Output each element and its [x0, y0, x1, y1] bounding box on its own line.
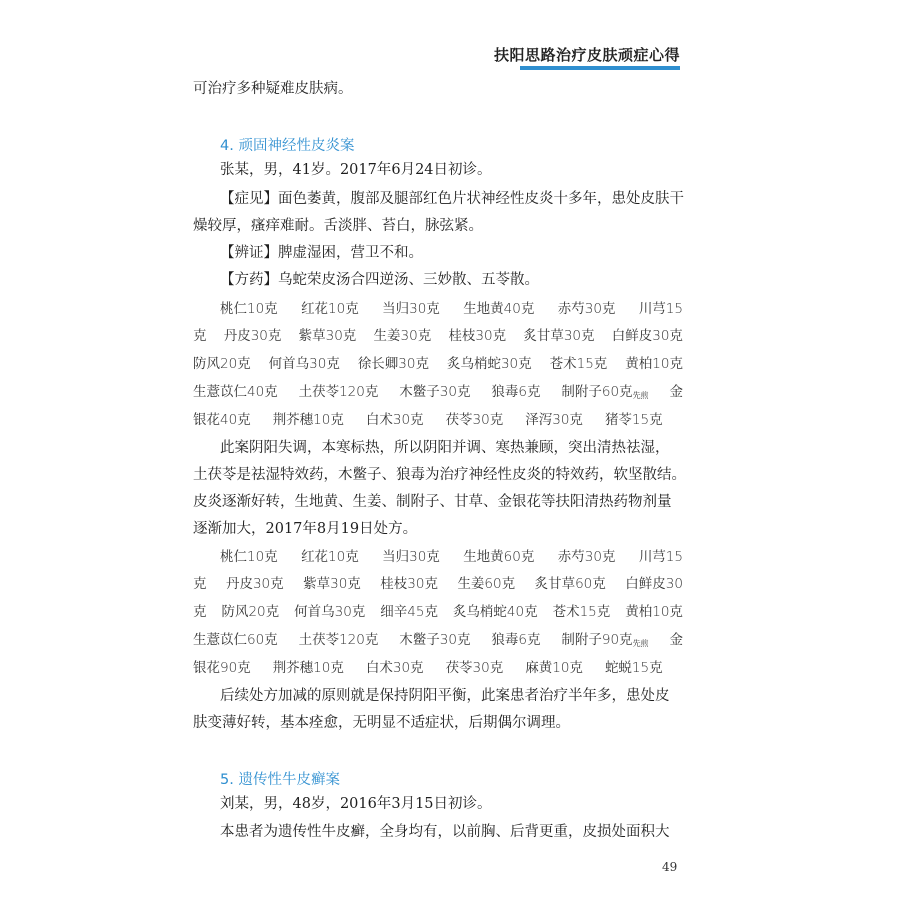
herb-item-with-note: [561, 630, 648, 654]
analysis-line-1: 此案阴阳失调，本寒标热，所以阴阳并调、寒热兼顾，突出清热祛湿，: [220, 440, 670, 456]
herb-item: 生姜30克: [373, 328, 432, 344]
analysis-line-4: 逐渐加大，2017年8月19日处方。: [193, 521, 418, 537]
herb-item: 桃仁10克: [220, 301, 278, 317]
herb-item: 生地黄60克: [463, 549, 535, 565]
herb-item: 苍术15克: [552, 604, 611, 620]
herb-item: 红花10克: [301, 301, 359, 317]
prefry-note: 先煎: [632, 639, 649, 648]
followup-line-1: 后续处方加减的原则就是保持阴阳平衡，此案患者治疗半年多，患处皮: [220, 688, 670, 704]
herb-list-2-line-3: [193, 602, 683, 622]
herb-item: 桂枝30克: [380, 576, 438, 592]
herb-item: 麻黄10克: [525, 660, 583, 676]
herb-item: 泽泻30克: [525, 412, 583, 428]
herb-item-with-note: [561, 382, 648, 406]
herb-item: 紫草30克: [303, 576, 361, 592]
herb-item: 荆芥穗10克: [272, 660, 344, 676]
herb-item: 银花40克: [193, 412, 251, 428]
herb-item: 白鲜皮30: [625, 576, 683, 592]
herb-item: 土茯苓120克: [298, 632, 379, 648]
herb-item: 川芎15: [638, 549, 683, 565]
herb-item: 白鲜皮30克: [611, 328, 683, 344]
herb-item: 紫草30克: [298, 328, 357, 344]
herb-list-2-line-4: [193, 630, 683, 654]
herb-item: 狼毒6克: [491, 384, 541, 400]
intro-line: 可治疗多种疑难皮肤病。: [193, 81, 353, 97]
herb-item: 蛇蜕15克: [604, 660, 663, 676]
herb-item: 川芎15: [638, 301, 683, 317]
herb-item: 细辛45克: [380, 604, 438, 620]
case4-diagnosis: 【辨证】脾虚湿困，营卫不和。: [220, 245, 423, 261]
herb-item: 制附子60克: [561, 384, 633, 400]
herb-item: 土茯苓120克: [298, 384, 379, 400]
herb-item: 桃仁10克: [220, 549, 278, 565]
herb-list-1-line-5: [193, 410, 683, 430]
herb-list-1-line-1: [220, 299, 683, 319]
herb-item: 木鳖子30克: [399, 384, 471, 400]
herb-item: 生薏苡仁60克: [193, 632, 278, 648]
herb-item: 何首乌30克: [268, 356, 340, 372]
herb-item: 生姜60克: [457, 576, 516, 592]
herb-list-2-line-2: [193, 574, 683, 594]
herb-item: 炙甘草60克: [534, 576, 606, 592]
herb-item: 赤芍30克: [557, 549, 616, 565]
herb-item: 生薏苡仁40克: [193, 384, 278, 400]
herb-item: 炙乌梢蛇40克: [452, 604, 538, 620]
case4-heading: 4. 顽固神经性皮炎案: [220, 138, 355, 154]
herb-item: 丹皮30克: [225, 576, 284, 592]
herb-item: 白术30克: [365, 412, 424, 428]
page-number: 49: [662, 860, 678, 874]
herb-item: 木鳖子30克: [399, 632, 471, 648]
herb-item: 防风20克: [193, 356, 251, 372]
herb-item: 苍术15克: [549, 356, 608, 372]
herb-item: 制附子90克: [561, 632, 633, 648]
herb-item: 生地黄40克: [463, 301, 535, 317]
herb-list-2-line-5: [193, 658, 683, 678]
herb-item: 红花10克: [301, 549, 359, 565]
header-accent-rule: [520, 66, 680, 70]
followup-line-2: 肤变薄好转，基本痊愈，无明显不适症状，后期偶尔调理。: [193, 715, 570, 731]
case5-description: 本患者为遗传性牛皮癣，全身均有，以前胸、后背更重，皮损处面积大: [220, 824, 670, 840]
herb-item: 白术30克: [365, 660, 424, 676]
herb-item: 何首乌30克: [294, 604, 366, 620]
herb-item: 徐长卿30克: [357, 356, 429, 372]
herb-list-1-line-4: [193, 382, 683, 406]
herb-item: 黄柏10克: [625, 604, 683, 620]
herb-item: 克: [193, 328, 207, 344]
case4-patient: 张某，男，41岁。2017年6月24日初诊。: [220, 162, 492, 178]
running-header-title: 扶阳思路治疗皮肤顽症心得: [493, 46, 680, 64]
analysis-line-3: 皮炎逐渐好转，生地黄、生姜、制附子、甘草、金银花等扶阳清热药物剂量: [193, 494, 672, 510]
herb-list-2-line-1: [220, 547, 683, 567]
herb-item: 防风20克: [221, 604, 280, 620]
herb-item: 金: [669, 384, 683, 400]
herb-item: 当归30克: [382, 301, 440, 317]
prefry-note: 先煎: [632, 391, 649, 400]
herb-item: 炙甘草30克: [523, 328, 595, 344]
herb-item: 克: [193, 576, 207, 592]
herb-item: 狼毒6克: [491, 632, 541, 648]
herb-item: 黄柏10克: [625, 356, 683, 372]
case5-patient: 刘某，男，48岁，2016年3月15日初诊。: [220, 796, 492, 812]
herb-item: 金: [669, 632, 683, 648]
herb-item: 猪苓15克: [604, 412, 663, 428]
herb-item: 丹皮30克: [223, 328, 282, 344]
herb-item: 桂枝30克: [448, 328, 507, 344]
case4-prescription: 【方药】乌蛇荣皮汤合四逆汤、三妙散、五苓散。: [220, 272, 539, 288]
herb-list-1-line-3: [193, 354, 683, 374]
analysis-line-2: 土茯苓是祛湿特效药，木鳖子、狼毒为治疗神经性皮炎的特效药，软坚散结。: [193, 467, 686, 483]
case5-heading: 5. 遗传性牛皮癣案: [220, 772, 340, 788]
case4-symptoms-line1: 【症见】面色萎黄，腹部及腿部红色片状神经性皮炎十多年，患处皮肤干: [220, 191, 684, 207]
herb-item: 银花90克: [193, 660, 251, 676]
herb-item: 荆芥穗10克: [272, 412, 344, 428]
herb-item: 克: [193, 604, 207, 620]
herb-list-1-line-2: [193, 326, 683, 346]
herb-item: 赤芍30克: [557, 301, 616, 317]
case4-symptoms-line2: 燥较厚，瘙痒难耐。舌淡胖、苔白，脉弦紧。: [193, 218, 483, 234]
herb-item: 当归30克: [382, 549, 440, 565]
herb-item: 茯苓30克: [445, 412, 504, 428]
herb-item: 炙乌梢蛇30克: [446, 356, 532, 372]
herb-item: 茯苓30克: [445, 660, 504, 676]
